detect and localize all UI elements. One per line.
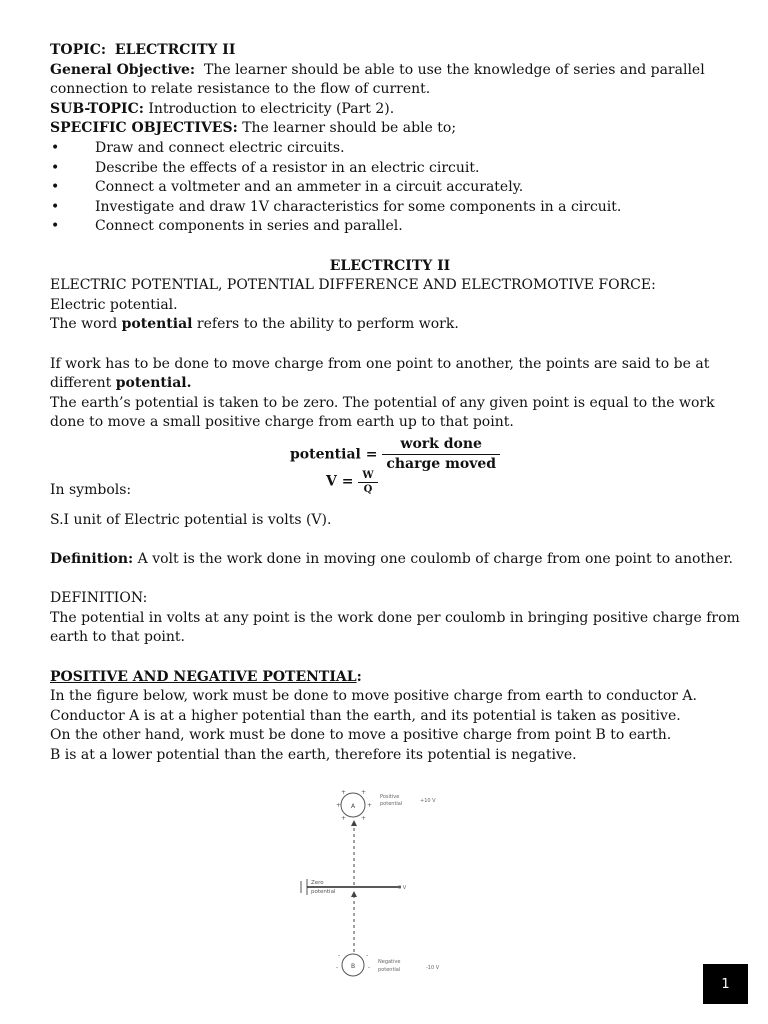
pn-line-2: Conductor A is at a higher potential than the earth, and its potential is taken as positive. bbox=[50, 707, 681, 724]
symbol-lhs: V = bbox=[326, 473, 354, 490]
list-item bbox=[50, 178, 730, 198]
list-item bbox=[50, 139, 730, 159]
bullet-icon: • bbox=[51, 159, 60, 176]
topic-line bbox=[50, 41, 730, 61]
symbol-numerator: W bbox=[358, 469, 377, 483]
formula-fraction bbox=[382, 435, 500, 475]
symbol-formula bbox=[326, 469, 378, 496]
plus-sign: + bbox=[361, 789, 367, 796]
definition-2-label: DEFINITION: bbox=[50, 590, 148, 607]
plus-sign: + bbox=[336, 802, 342, 809]
si-unit-line: S.I unit of Electric potential is volts (V). bbox=[50, 511, 332, 528]
electric-potential-heading: Electric potential. bbox=[50, 296, 178, 313]
objective-text: Investigate and draw 1V characteristics for some components in a circuit. bbox=[95, 198, 622, 215]
positive-label: potential bbox=[380, 801, 403, 807]
definition-2-line-1: The potential in volts at any point is the work done per coulomb in bringing positive charge from bbox=[50, 609, 740, 626]
bullet-icon: • bbox=[51, 218, 60, 235]
general-objective-line bbox=[50, 61, 730, 81]
arrowhead-icon bbox=[351, 820, 357, 826]
formula-numerator: work done bbox=[382, 435, 500, 456]
zero-label: Zero bbox=[311, 880, 324, 886]
bullet-icon: • bbox=[51, 139, 60, 156]
general-objective-label: General Objective: bbox=[50, 61, 196, 78]
specific-objectives-value: The learner should be able to; bbox=[242, 120, 457, 137]
positive-negative-heading: POSITIVE AND NEGATIVE POTENTIAL: bbox=[50, 668, 362, 685]
pn-line-1: In the figure below, work must be done to move positive charge from earth to conductor A. bbox=[50, 688, 697, 705]
potential-figure bbox=[298, 785, 458, 985]
negative-value: -10 V bbox=[426, 965, 440, 971]
definition-2-line-2: earth to that point. bbox=[50, 629, 185, 646]
minus-sign: - bbox=[366, 952, 369, 959]
list-item bbox=[50, 198, 730, 218]
definition-1: Definition: A volt is the work done in moving one coulomb of charge from one point to another. bbox=[50, 551, 733, 568]
list-item bbox=[50, 159, 730, 179]
formula-lhs: potential = bbox=[290, 446, 378, 463]
subtopic-line bbox=[50, 100, 730, 120]
topic-label: TOPIC: bbox=[50, 42, 106, 58]
minus-sign: - bbox=[338, 952, 341, 959]
objectives-list bbox=[50, 139, 730, 237]
symbol-denominator: Q bbox=[363, 483, 373, 495]
symbols-row bbox=[50, 469, 730, 511]
earth-paragraph-line-2: done to move a small positive charge from earth up to that point. bbox=[50, 414, 514, 431]
subtopic-value: Introduction to electricity (Part 2). bbox=[148, 100, 395, 117]
objective-text: Connect components in series and parallel. bbox=[95, 218, 403, 235]
list-item bbox=[50, 217, 730, 237]
negative-label: Negative bbox=[378, 959, 401, 965]
bullet-icon: • bbox=[51, 179, 60, 196]
zero-label: potential bbox=[311, 889, 336, 895]
section-subtitle: ELECTRIC POTENTIAL, POTENTIAL DIFFERENCE AND ELECTROMOTIVE FORCE: bbox=[50, 277, 656, 294]
plus-sign: + bbox=[367, 802, 373, 809]
earth-paragraph-line-1: The earth’s potential is taken to be zero. The potential of any given point is equal to the work bbox=[50, 394, 715, 411]
positive-value: +10 V bbox=[420, 798, 436, 804]
objective-text: Connect a voltmeter and an ammeter in a circuit accurately. bbox=[95, 179, 524, 196]
specific-objectives-line bbox=[50, 119, 730, 139]
conductor-b-label: B bbox=[350, 963, 356, 970]
objective-text: Describe the effects of a resistor in an electric circuit. bbox=[95, 159, 480, 176]
negative-label: potential bbox=[378, 967, 401, 973]
plus-sign: + bbox=[361, 815, 367, 822]
potential-paragraph: The word potential refers to the ability to perform work. bbox=[50, 316, 459, 333]
specific-objectives-label: SPECIFIC OBJECTIVES: bbox=[50, 120, 238, 137]
page-number: 1 bbox=[703, 964, 748, 1004]
pn-line-3: On the other hand, work must be done to move a positive charge from point B to earth. bbox=[50, 727, 672, 744]
potential-formula bbox=[50, 433, 730, 487]
work-paragraph-line-2: different potential. bbox=[50, 375, 192, 392]
plus-sign: + bbox=[341, 789, 347, 796]
subtopic-label: SUB-TOPIC: bbox=[50, 100, 144, 117]
minus-sign: - bbox=[368, 964, 371, 971]
conductor-a-label: A bbox=[350, 803, 356, 810]
section-title: ELECTRCITY II bbox=[329, 257, 451, 274]
general-objective-continuation: connection to relate resistance to the flow of current. bbox=[50, 81, 431, 98]
formula-denominator: charge moved bbox=[386, 456, 497, 473]
positive-label: Positive bbox=[380, 794, 400, 800]
symbol-fraction bbox=[358, 469, 377, 496]
document-page bbox=[50, 41, 740, 766]
bullet-icon: • bbox=[51, 198, 60, 215]
general-objective-text: The learner should be able to use the knowledge of series and parallel bbox=[203, 61, 705, 78]
topic-value: ELECTRCITY II bbox=[114, 42, 236, 58]
minus-sign: - bbox=[336, 964, 339, 971]
objective-text: Draw and connect electric circuits. bbox=[95, 139, 345, 156]
pn-line-4: B is at a lower potential than the earth, therefore its potential is negative. bbox=[50, 747, 577, 763]
arrowhead-icon bbox=[351, 891, 357, 897]
plus-sign: + bbox=[341, 815, 347, 822]
zero-value: 0 V bbox=[398, 885, 407, 891]
work-paragraph-line-1: If work has to be done to move charge from one point to another, the points are said to be at bbox=[50, 355, 710, 372]
symbols-label: In symbols: bbox=[50, 481, 132, 498]
